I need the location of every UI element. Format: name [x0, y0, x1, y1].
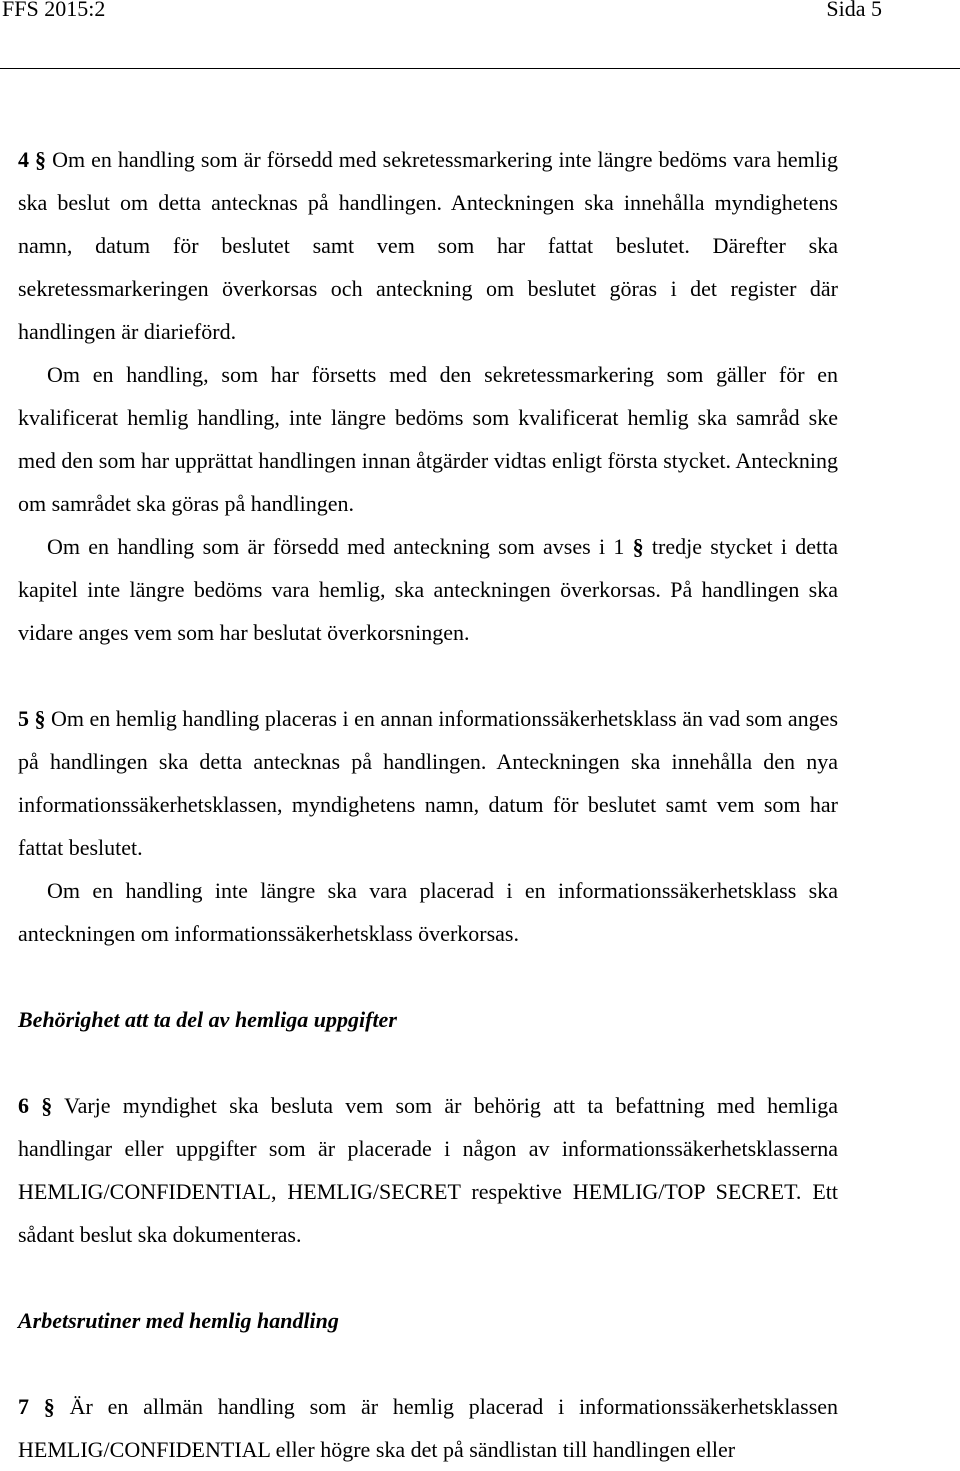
page-header — [0, 0, 960, 60]
section-number: 5 — [18, 706, 29, 731]
section-sign: § — [43, 1394, 55, 1419]
section-sign: § — [41, 1093, 53, 1118]
section-heading: Behörighet att ta del av hemliga uppgifter — [18, 1007, 397, 1032]
paragraph-text: Är en allmän handling som är hemlig placerad i informationssäkerhetsklassen HEMLIG/CONFIDENTIAL eller högre ska det på sändlistan till handlingen eller — [18, 1394, 839, 1462]
document-id: FFS 2015:2 — [2, 0, 106, 21]
section-sign: § — [632, 534, 644, 559]
header-divider — [0, 68, 960, 69]
section-heading: Arbetsrutiner med hemlig handling — [18, 1308, 339, 1333]
section-6-paragraph-1 — [18, 1084, 838, 1256]
paragraph-text: Om en handling som är försedd med sekretessmarkering inte längre bedöms vara hemlig ska beslut om detta antecknas på handlingen. Anteckningen ska innehålla myndighetens namn, datum för beslutet samt vem som har fattat beslutet. Därefter ska sekretessmarkeringen överkorsas och anteckning om beslutet göras i det register där handlingen är diarieförd. — [18, 147, 838, 344]
section-4-paragraph-1 — [18, 138, 838, 353]
section-sign: § — [35, 147, 47, 172]
page-number: Sida 5 — [826, 0, 882, 21]
section-7-paragraph-1 — [18, 1385, 838, 1471]
section-sign: § — [34, 706, 46, 731]
paragraph-text: Om en hemlig handling placeras i en annan informationssäkerhetsklass än vad som anges på handlingen ska detta antecknas på handlingen. Anteckningen ska innehålla den nya informationssäkerhetsklassen, myndighetens namn, datum för beslutet samt vem som har fattat beslutet. — [18, 706, 839, 860]
section-5-paragraph-1 — [18, 697, 838, 869]
section-number: 4 — [18, 147, 29, 172]
paragraph-text: tredje stycket i detta kapitel inte längre bedöms vara hemlig, ska anteckningen överkorsas. På handlingen ska vidare anges vem som har beslutat överkorsningen. — [18, 534, 838, 645]
section-number: 6 — [18, 1093, 29, 1118]
section-number: 7 — [18, 1394, 29, 1419]
paragraph-text: Varje myndighet ska besluta vem som är behörig att ta befattning med hemliga handlingar eller uppgifter som är placerade i någon av informationssäkerhetsklasserna HEMLIG/CONFIDENTIAL, HEMLIG/SECRET respektive HEMLIG/TOP SECRET. Ett sådant beslut ska dokumenteras. — [18, 1093, 838, 1247]
section-4-paragraph-2: Om en handling, som har försetts med den sekretessmarkering som gäller för en kvalificerat hemlig handling, inte längre bedöms som kvalificerat hemlig ska samråd ske med den som har upprättat handlingen innan åtgärder vidtas enligt första stycket. Anteckning om samrådet ska göras på handlingen. — [18, 362, 838, 516]
section-5-paragraph-2: Om en handling inte längre ska vara placerad i en informationssäkerhetsklass ska anteckningen om informationssäkerhetsklass överkorsas. — [18, 878, 838, 946]
section-4-paragraph-3 — [18, 525, 838, 654]
document-body — [18, 138, 838, 1471]
paragraph-text: Om en handling som är försedd med anteckning som avses i 1 — [47, 534, 633, 559]
